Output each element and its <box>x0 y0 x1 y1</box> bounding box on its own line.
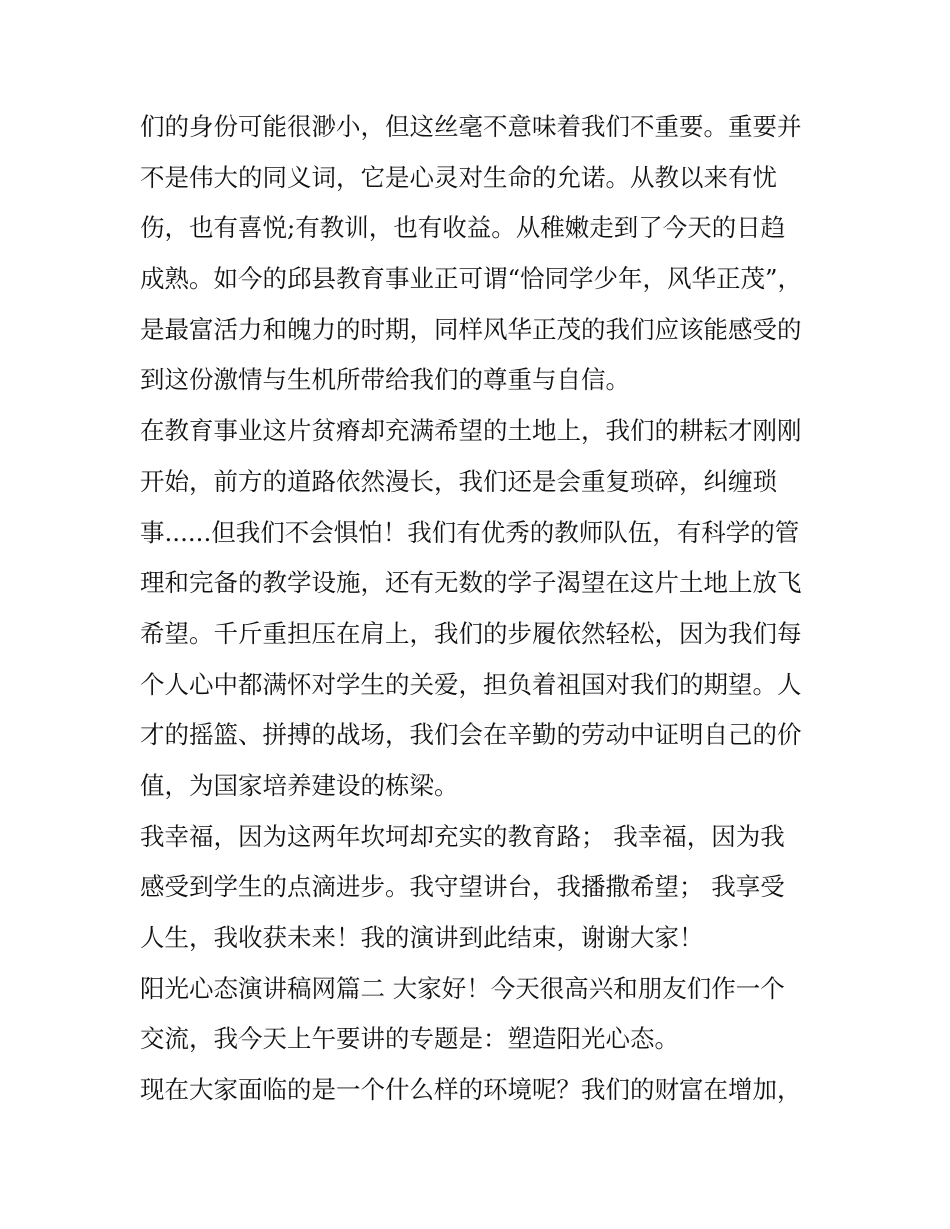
text-line: 开始，前方的道路依然漫长，我们还是会重复琐碎，纠缠琐 <box>140 466 777 496</box>
text-line: 交流，我今天上午要讲的专题是：塑造阳光心态。 <box>140 1024 679 1054</box>
text-line: 理和完备的教学设施，还有无数的学子渴望在这片土地上放飞 <box>140 568 802 598</box>
text-line: 希望。千斤重担压在肩上，我们的步履依然轻松，因为我们每 <box>140 618 802 648</box>
text-line: 伤，也有喜悦;有教训，也有收益。从稚嫩走到了今天的日趋 <box>140 213 786 243</box>
text-line: 才的摇篮、拼搏的战场，我们会在辛勤的劳动中证明自己的价 <box>140 720 802 750</box>
text-line: 在教育事业这片贫瘠却充满希望的土地上，我们的耕耘才刚刚 <box>140 416 802 446</box>
body-text <box>140 102 816 1116</box>
text-line: 人生，我收获未来！我的演讲到此结束，谢谢大家！ <box>140 923 704 952</box>
text-line: 成熟。如今的邱县教育事业正可谓“恰同学少年，风华正茂”， <box>140 264 803 294</box>
text-line: 是最富活力和魄力的时期，同样风华正茂的我们应该能感受的 <box>140 314 802 344</box>
text-line: 个人心中都满怀对学生的关爱，担负着祖国对我们的期望。人 <box>140 669 802 699</box>
text-line: 值，为国家培养建设的栋梁。 <box>140 770 459 800</box>
text-line: 阳光心态演讲稿网篇二 大家好！今天很高兴和朋友们作一个 <box>140 973 785 1003</box>
text-line: 不是伟大的同义词，它是心灵对生命的允诺。从教以来有忧 <box>140 162 777 192</box>
text-line: 事......但我们不会惧怕！我们有优秀的教师队伍，有科学的管 <box>140 517 800 547</box>
text-line: 现在大家面临的是一个什么样的环境呢？我们的财富在增加， <box>140 1075 802 1105</box>
text-line: 们的身份可能很渺小，但这丝毫不意味着我们不重要。重要并 <box>140 112 802 141</box>
text-line: 我幸福，因为这两年坎坷却充实的教育路； 我幸福，因为我 <box>140 821 785 851</box>
text-line: 到这份激情与生机所带给我们的尊重与自信。 <box>140 365 630 395</box>
text-line: 感受到学生的点滴进步。我守望讲台，我播撒希望； 我享受 <box>140 872 785 902</box>
